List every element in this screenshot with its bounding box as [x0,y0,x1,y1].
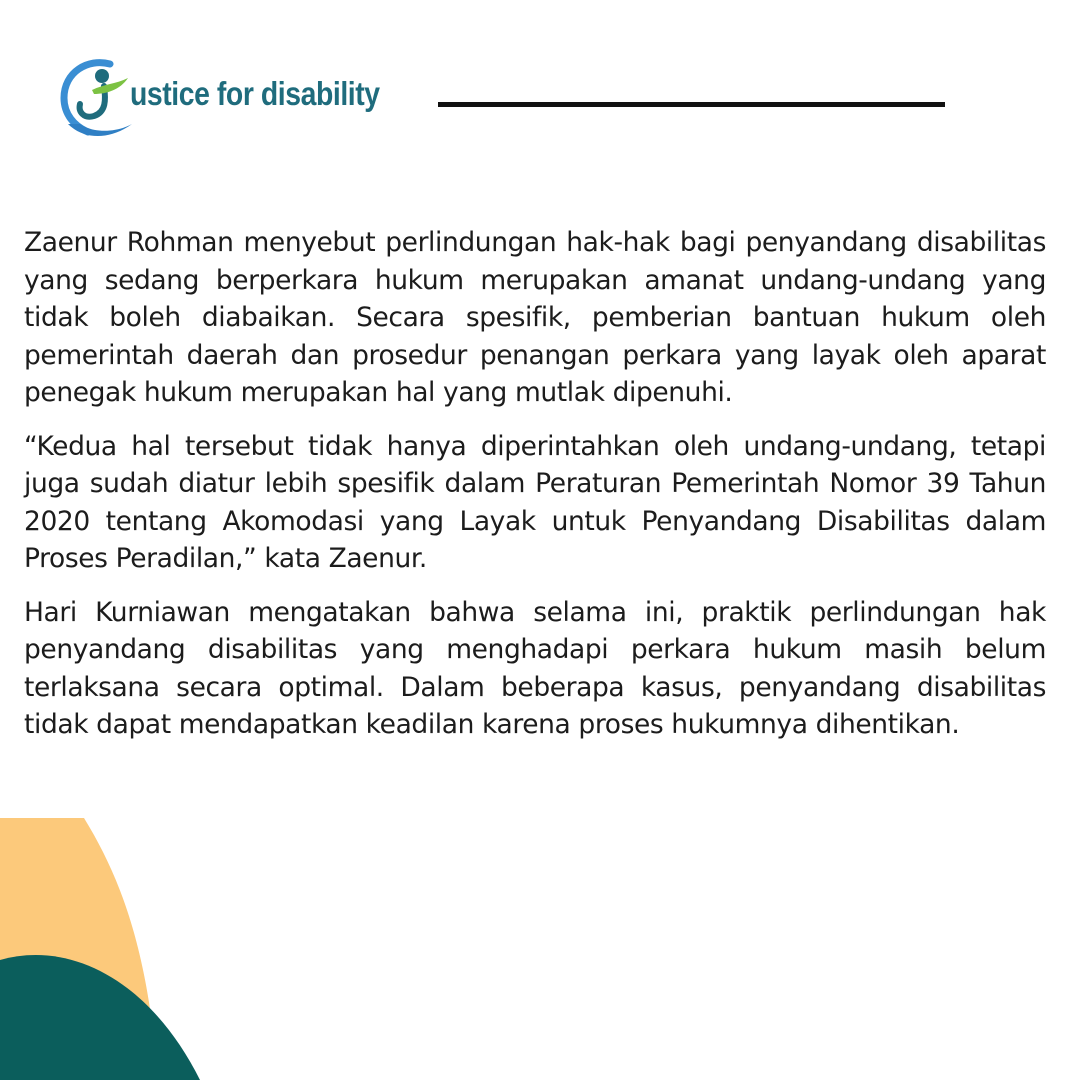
logo-text: ustice for disability [130,75,380,112]
paragraph: “Kedua hal tersebut tidak hanya diperintahkan oleh undang-undang, tetapi juga sudah diatur lebih spesifik dalam Peraturan Pemerintah Nomor 39 Tahun 2020 tentang Akomodasi yang Layak untuk Penyandang Disabilitas dalam Proses Peradilan,” kata Zaenur. [24,430,1046,574]
justice-for-disability-logo-icon [58,54,136,144]
teal-arc-shape [0,955,200,1080]
paragraph: Zaenur Rohman menyebut perlindungan hak-hak bagi penyandang disabilitas yang sedang berperkara hukum merupakan amanat undang-undang yang tidak boleh diabaikan. Secara spesifik, pemberian bantuan hukum oleh pemerintah daerah dan prosedur penangan perkara yang layak oleh aparat penegak hukum merupakan hal yang mutlak dipenuhi. [24,227,1046,408]
header-divider [438,102,945,107]
logo [58,54,420,144]
article-body [24,224,1046,760]
paragraph: Hari Kurniawan mengatakan bahwa selama ini, praktik perlindungan hak penyandang disabilitas yang menghadapi perkara hukum masih belum terlaksana secara optimal. Dalam beberapa kasus, penyandang disabilitas tidak dapat mendapatkan keadilan karena proses hukumnya dihentikan. [24,596,1046,740]
